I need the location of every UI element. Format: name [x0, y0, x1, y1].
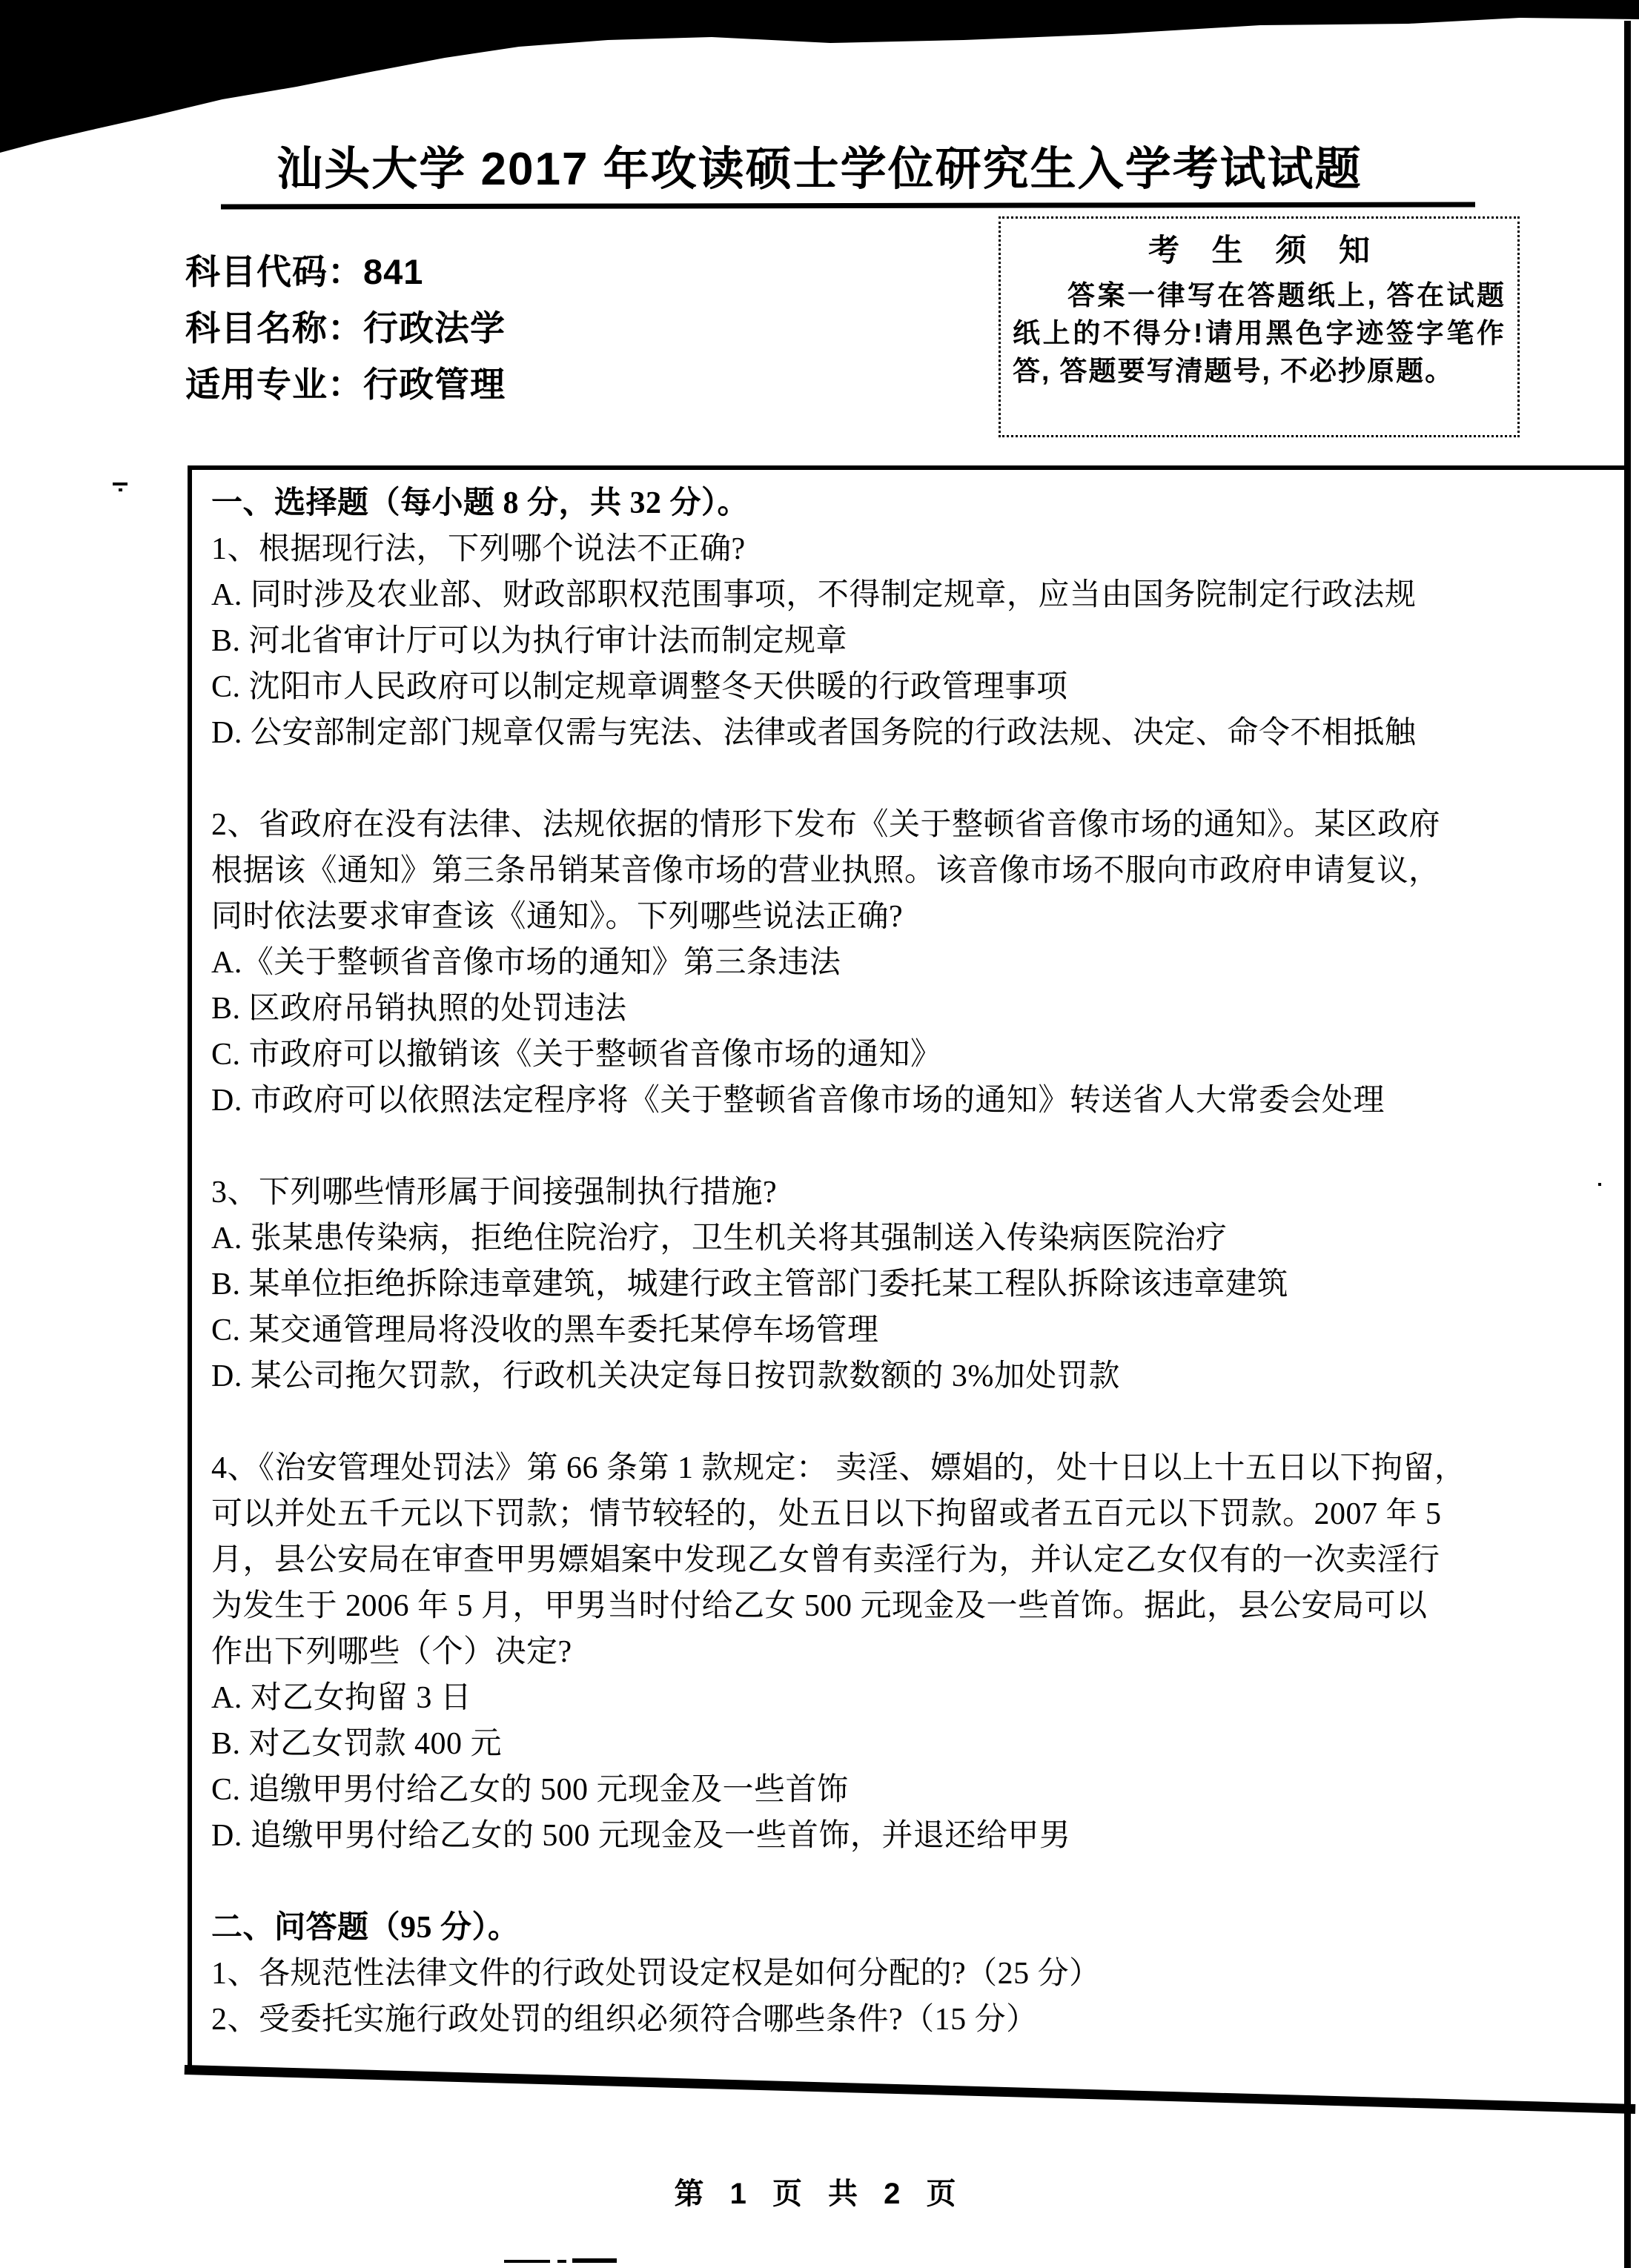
exam-body: [211, 480, 1568, 2043]
question-stem-line: 3、下列哪些情形属于间接强制执行措施?: [211, 1176, 778, 1210]
scan-artifact-right-edge: [1624, 21, 1631, 2268]
scan-speck: [572, 2258, 617, 2263]
question-stem-line: 1、根据现行法，下列哪个说法不正确?: [211, 532, 746, 566]
notice-title: 考 生 须 知: [1148, 233, 1382, 268]
scan-speck: [504, 2260, 550, 2263]
subject-name-field: 科目名称：行政法学: [185, 308, 506, 348]
question-stem-line: 作出下列哪些（个）决定?: [211, 1635, 572, 1669]
option-line: A. 同时涉及农业部、财政部职权范围事项，不得制定规章，应当由国务院制定行政法规: [211, 578, 1417, 612]
subject-code-field: 科目代码：841: [185, 252, 424, 291]
option-line: C. 追缴甲男付给乙女的 500 元现金及一些首饰: [211, 1773, 849, 1807]
section-heading: 二、问答题（95 分）。: [211, 1911, 520, 1945]
question-stem-line: 1、各规范性法律文件的行政处罚设定权是如何分配的?（25 分）: [211, 1957, 1101, 1991]
option-line: B. 对乙女罚款 400 元: [211, 1727, 503, 1761]
option-line: B. 河北省审计厅可以为执行审计法而制定规章: [211, 624, 848, 658]
option-line: D. 追缴甲男付给乙女的 500 元现金及一些首饰，并退还给甲男: [211, 1819, 1071, 1853]
option-line: D. 市政府可以依照法定程序将《关于整顿省音像市场的通知》转送省人大常委会处理: [211, 1084, 1385, 1118]
exam-box-border-top: [188, 465, 1631, 470]
section-heading: 一、选择题（每小题 8 分，共 32 分）。: [211, 486, 749, 520]
question-stem-line: 可以并处五千元以下罚款；情节较轻的，处五日以下拘留或者五百元以下罚款。2007 年 5: [211, 1497, 1442, 1531]
page-footer: 第 1 页 共 2 页: [674, 2178, 965, 2210]
question-stem-line: 月，县公安局在审查甲男嫖娼案中发现乙女曾有卖淫行为，并认定乙女仅有的一次卖淫行: [211, 1543, 1440, 1577]
question-stem-line: 2、省政府在没有法律、法规依据的情形下发布《关于整顿省音像市场的通知》。某区政府: [211, 808, 1441, 842]
candidate-notice-box: [999, 216, 1520, 437]
scan-speck: [119, 488, 122, 491]
major-field: 适用专业：行政管理: [185, 365, 506, 404]
scan-speck: [557, 2260, 566, 2263]
question-stem-line: 根据该《通知》第三条吊销某音像市场的营业执照。该音像市场不服向市政府申请复议，: [211, 854, 1440, 888]
scan-speck: [113, 483, 128, 485]
option-line: A. 对乙女拘留 3 日: [211, 1681, 472, 1715]
option-line: C. 沈阳市人民政府可以制定规章调整冬天供暖的行政管理事项: [211, 670, 1068, 704]
option-line: C. 市政府可以撤销该《关于整顿省音像市场的通知》: [211, 1038, 942, 1072]
question-stem-line: 4、《治安管理处罚法》第 66 条第 1 款规定： 卖淫、嫖娼的，处十日以上十五日以下拘留，: [211, 1451, 1466, 1485]
question-stem-line: 为发生于 2006 年 5 月，甲男当时付给乙女 500 元现金及一些首饰。据此，县公安局可以: [211, 1589, 1428, 1623]
title-underline: [221, 202, 1475, 210]
page-title: 汕头大学 2017 年攻读硕士学位研究生入学考试试题: [277, 144, 1362, 195]
option-line: B. 某单位拒绝拆除违章建筑，城建行政主管部门委托某工程队拆除该违章建筑: [211, 1267, 1289, 1302]
option-line: D. 某公司拖欠罚款，行政机关决定每日按罚款数额的 3%加处罚款: [211, 1359, 1120, 1393]
notice-body: 答案一律写在答题纸上, 答在试题纸上的不得分!请用黑色字迹签字笔作答, 答题要写清题号, 不必抄原题。: [1013, 280, 1506, 386]
exam-box-border-left: [188, 465, 192, 2071]
question-stem-line: 同时依法要求审查该《通知》。下列哪些说法正确?: [211, 900, 904, 934]
option-line: D. 公安部制定部门规章仅需与宪法、法律或者国务院的行政法规、决定、命令不相抵触: [211, 716, 1417, 750]
question-stem-line: 2、受委托实施行政处罚的组织必须符合哪些条件?（15 分）: [211, 2003, 1038, 2037]
scan-speck: [1598, 1183, 1601, 1186]
option-line: A. 张某患传染病，拒绝住院治疗，卫生机关将其强制送入传染病医院治疗: [211, 1221, 1228, 1256]
option-line: B. 区政府吊销执照的处罚违法: [211, 992, 627, 1026]
option-line: A.《关于整顿省音像市场的通知》第三条违法: [211, 946, 841, 980]
exam-box-border-bottom: [185, 2065, 1636, 2114]
option-line: C. 某交通管理局将没收的黑车委托某停车场管理: [211, 1313, 879, 1347]
